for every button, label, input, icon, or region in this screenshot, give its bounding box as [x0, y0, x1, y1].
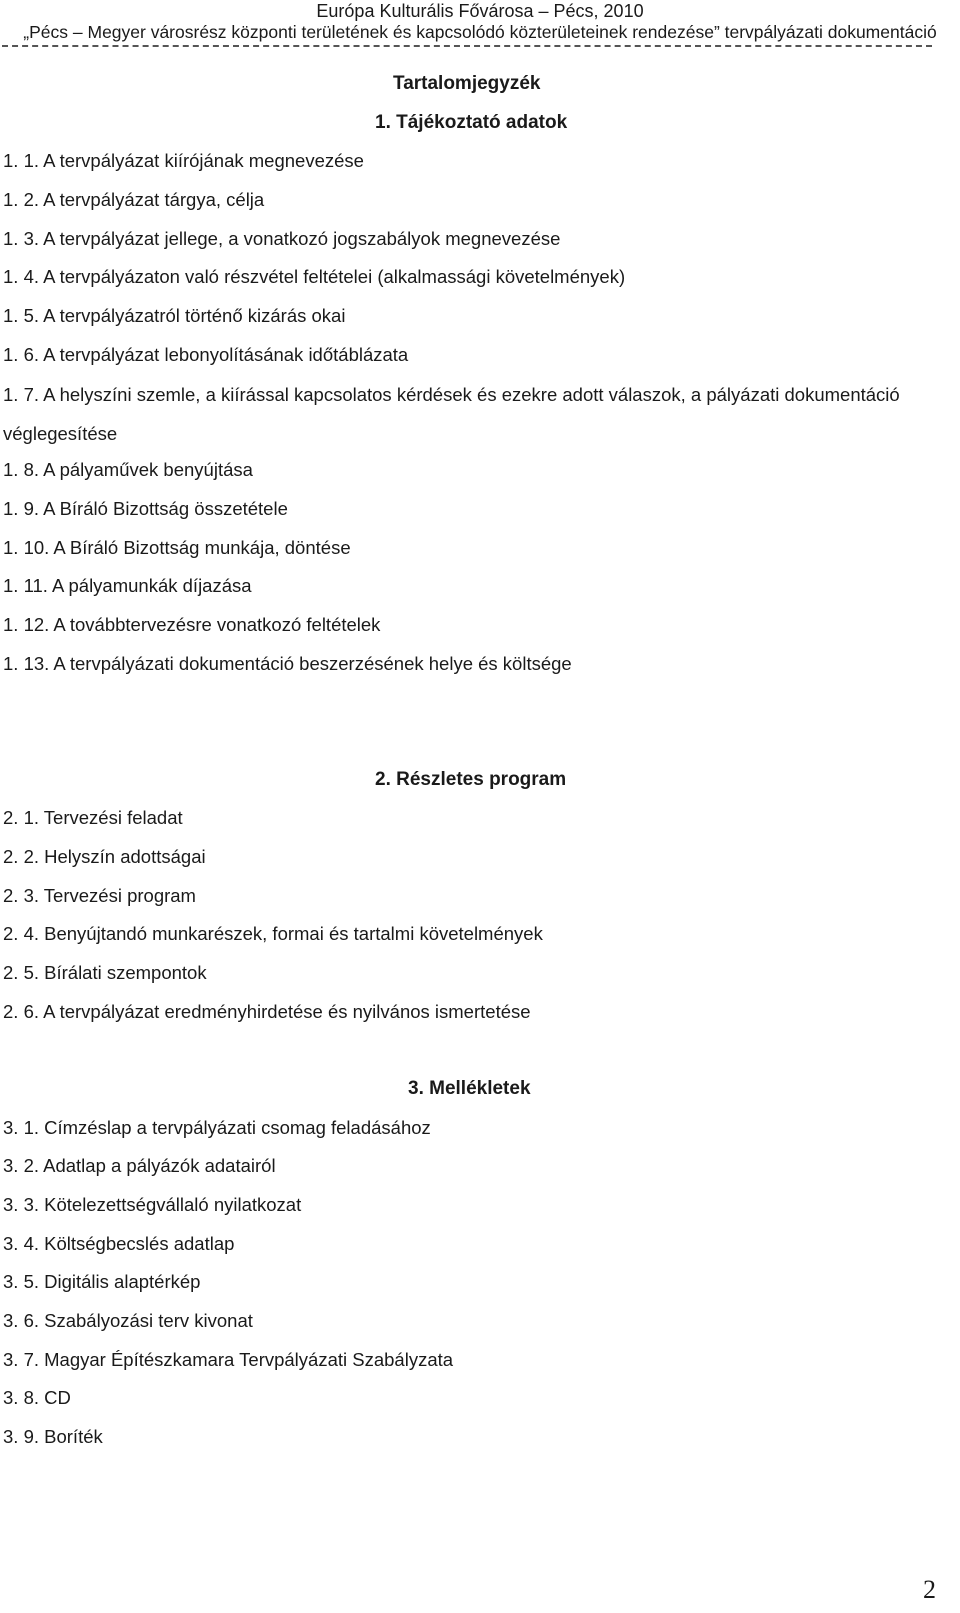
toc-item: 3. 7. Magyar Építészkamara Tervpályázati Szabályzata — [3, 1349, 454, 1370]
toc-item: 2. 2. Helyszín adottságai — [3, 846, 206, 867]
toc-title: Tartalomjegyzék — [393, 73, 541, 94]
toc-item: 1. 1. A tervpályázat kiírójának megnevezése — [3, 150, 364, 171]
toc-item: 3. 3. Kötelezettségvállaló nyilatkozat — [3, 1194, 302, 1215]
section-2-title: 2. Részletes program — [375, 769, 567, 790]
toc-item: 3. 2. Adatlap a pályázók adatairól — [3, 1155, 276, 1176]
toc-item: 2. 4. Benyújtandó munkarészek, formai és tartalmi követelmények — [3, 923, 543, 944]
toc-item: 1. 10. A Bíráló Bizottság munkája, döntése — [3, 537, 351, 558]
toc-item: 2. 6. A tervpályázat eredményhirdetése és nyilvános ismertetése — [3, 1001, 531, 1022]
toc-item: 3. 4. Költségbecslés adatlap — [3, 1233, 235, 1254]
toc-item: 1. 9. A Bíráló Bizottság összetétele — [3, 498, 288, 519]
toc-item: 1. 8. A pályaművek benyújtása — [3, 459, 253, 480]
toc-item: 1. 13. A tervpályázati dokumentáció beszerzésének helye és költsége — [3, 653, 572, 674]
toc-item: 1. 3. A tervpályázat jellege, a vonatkozó jogszabályok megnevezése — [3, 228, 561, 249]
toc-item: 3. 9. Boríték — [3, 1426, 103, 1447]
toc-item: 1. 2. A tervpályázat tárgya, célja — [3, 189, 265, 210]
toc-item: 3. 8. CD — [3, 1387, 71, 1408]
toc-item: 1. 7. A helyszíni szemle, a kiírással kapcsolatos kérdések és ezekre adott válaszok, a pályázati dokumentáció véglegesítése — [3, 384, 900, 444]
toc-item: 2. 3. Tervezési program — [3, 885, 196, 906]
toc-item: 1. 5. A tervpályázatról történő kizárás okai — [3, 305, 346, 326]
section-1-title: 1. Tájékoztató adatok — [375, 112, 568, 133]
running-header-subtitle: „Pécs – Megyer városrész központi területének és kapcsolódó közterületeinek rendezése” tervpályázati dokumentáció — [23, 22, 937, 42]
toc-item: 1. 4. A tervpályázaton való részvétel feltételei (alkalmassági követelmények) — [3, 266, 626, 287]
toc-item: 1. 11. A pályamunkák díjazása — [3, 575, 252, 596]
running-header-title: Európa Kulturális Fővárosa – Pécs, 2010 — [316, 1, 644, 21]
toc-item: 2. 1. Tervezési feladat — [3, 807, 183, 828]
toc-item: 1. 6. A tervpályázat lebonyolításának időtáblázata — [3, 344, 409, 365]
header-divider — [2, 45, 932, 47]
toc-item: 3. 6. Szabályozási terv kivonat — [3, 1310, 253, 1331]
toc-item: 2. 5. Bírálati szempontok — [3, 962, 207, 983]
toc-item: 3. 5. Digitális alaptérkép — [3, 1271, 201, 1292]
section-3-title: 3. Mellékletek — [408, 1078, 531, 1099]
toc-item: 1. 12. A továbbtervezésre vonatkozó feltételek — [3, 614, 381, 635]
toc-item: 3. 1. Címzéslap a tervpályázati csomag feladásához — [3, 1117, 431, 1138]
page-number: 2 — [923, 1575, 936, 1604]
